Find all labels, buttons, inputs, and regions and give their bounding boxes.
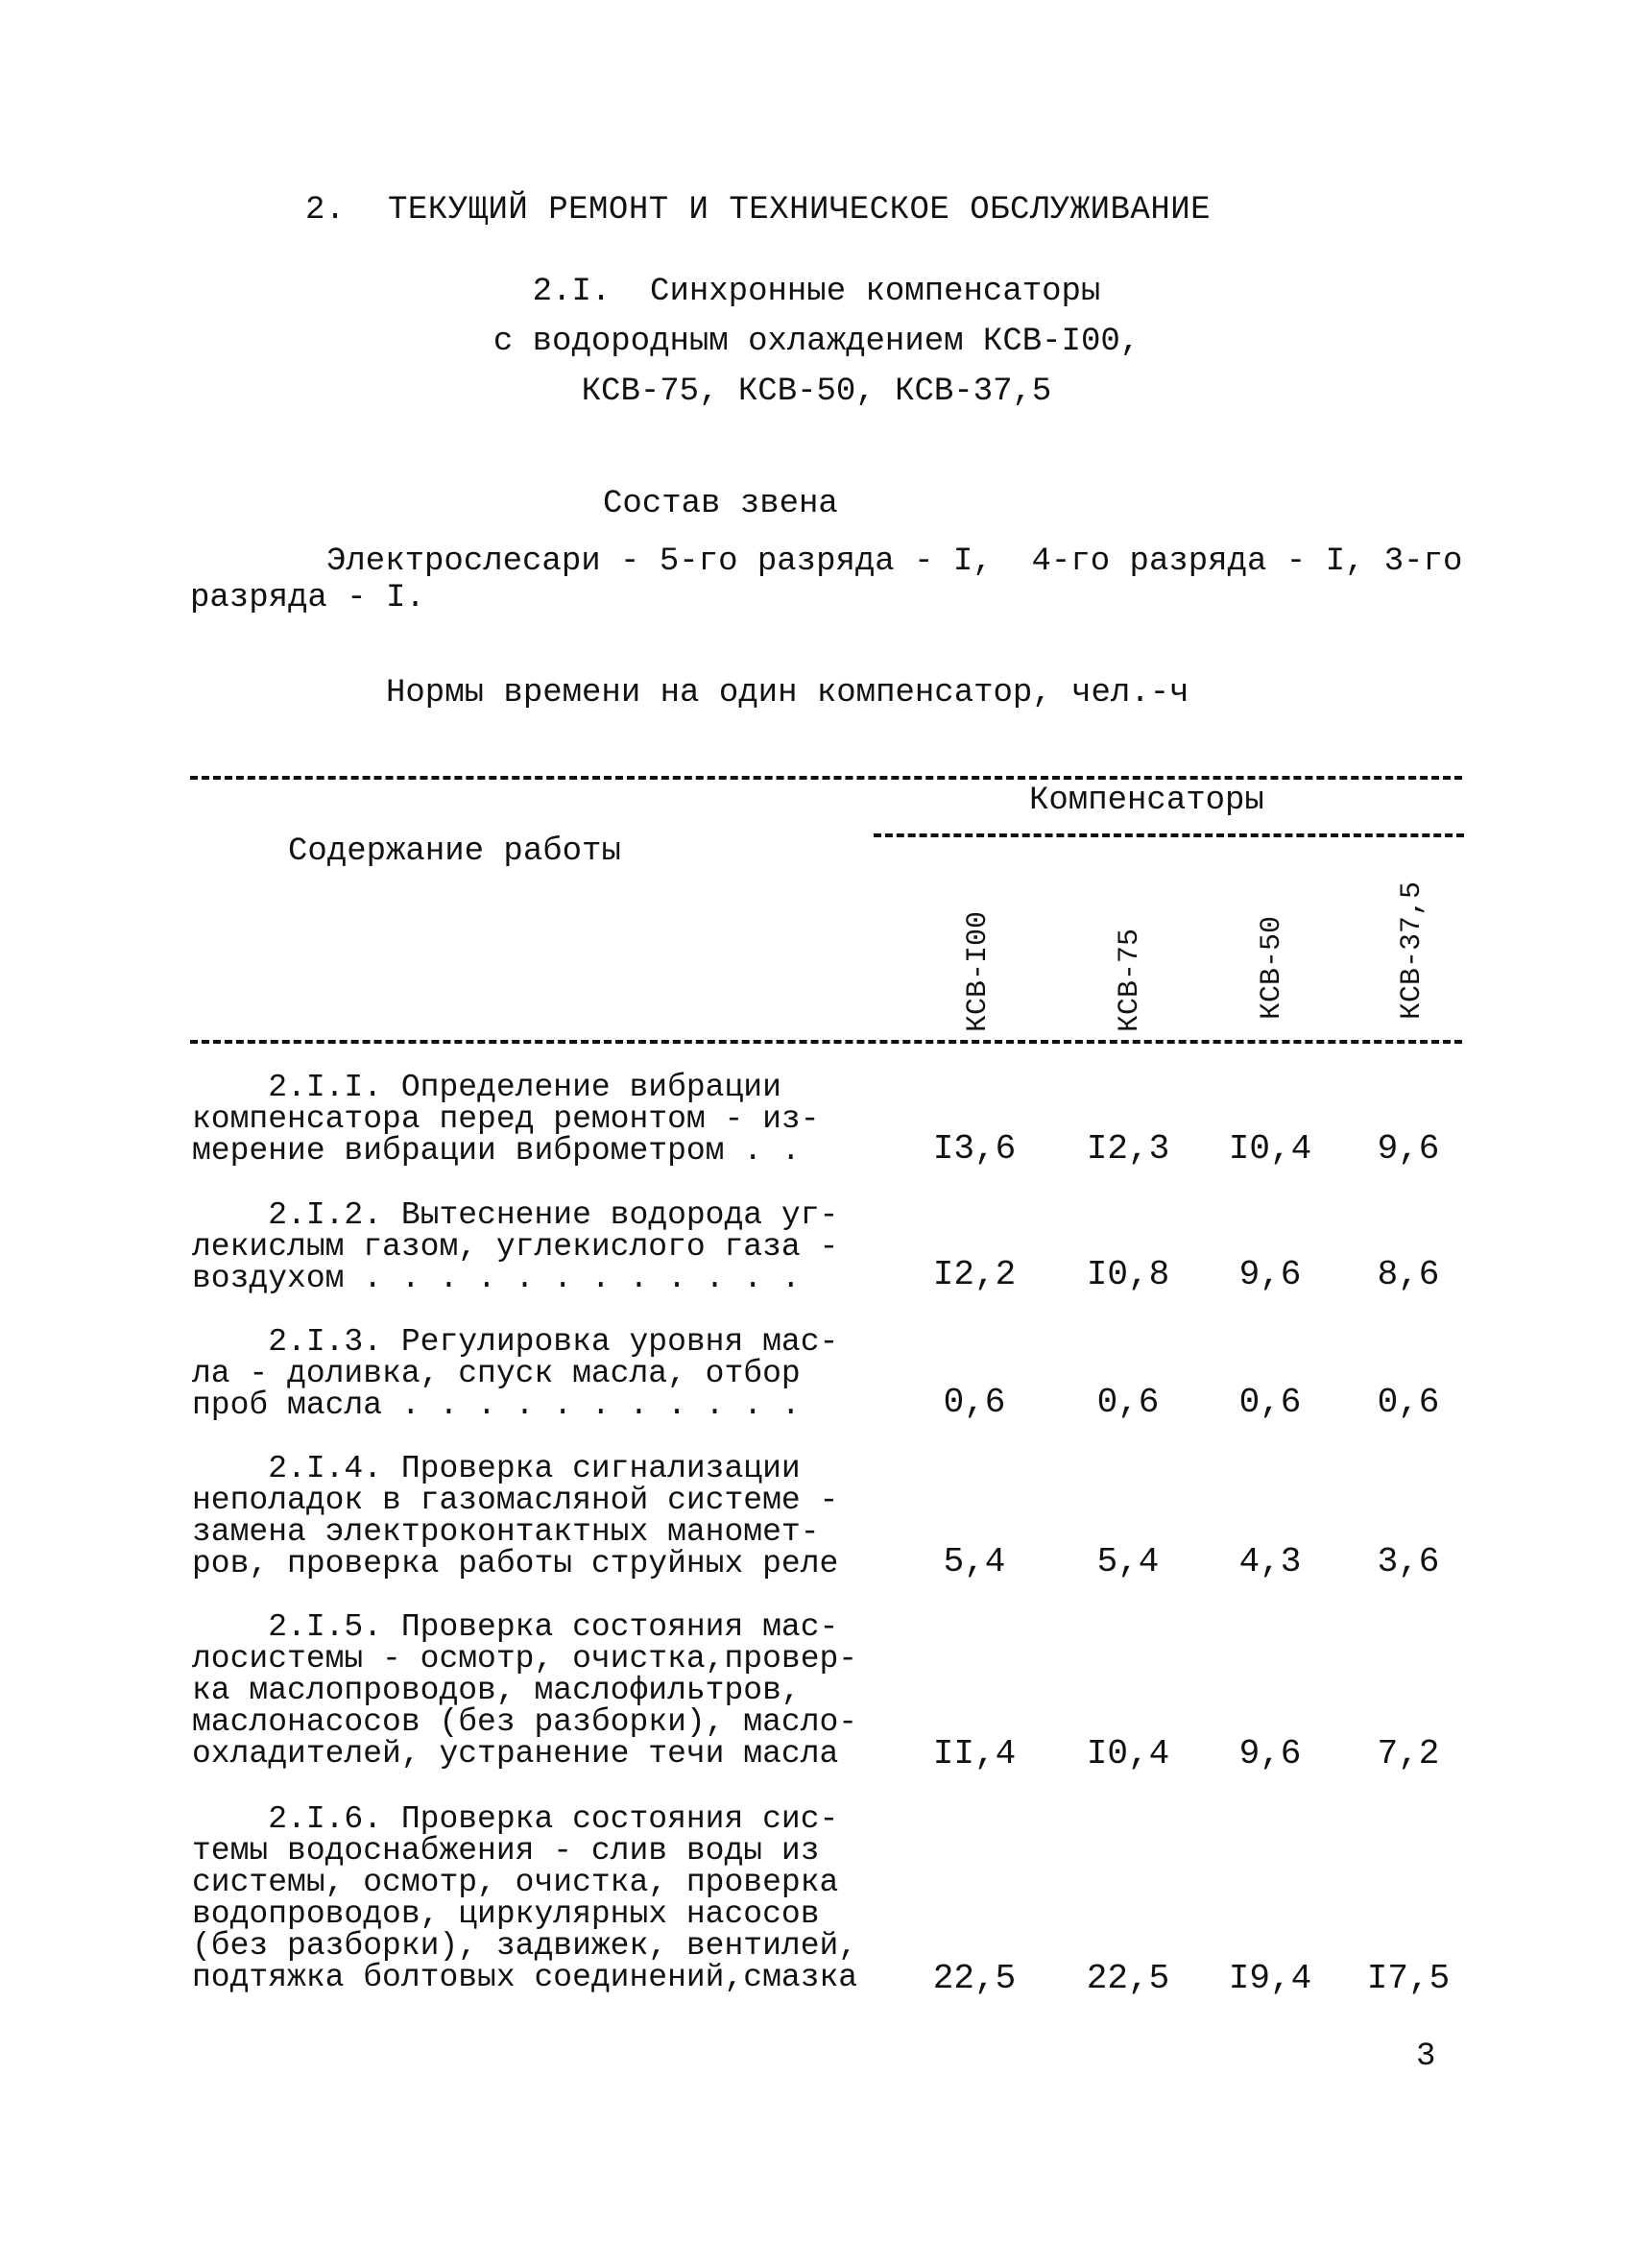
row-4-ksv-50: 4,3 (1238, 1542, 1302, 1581)
subsection-line-3: КСВ-75, КСВ-50, КСВ-37,5 (581, 374, 1052, 410)
row-1-ksv-75: I2,3 (1086, 1129, 1170, 1169)
norms-caption: Нормы времени на один компенсатор, чел.-ч (386, 675, 1189, 712)
row-5-line-5: охладителей, устранение течи масла (192, 1736, 839, 1772)
row-3-ksv-100: 0,6 (943, 1383, 1006, 1422)
row-5-ksv-75: I0,4 (1086, 1734, 1170, 1773)
row-2-line-3: воздухом . . . . . . . . . . . . (192, 1261, 801, 1296)
section-title: ТЕКУЩИЙ РЕМОНТ И ТЕХНИЧЕСКОЕ ОБСЛУЖИВАНИЕ (388, 192, 1212, 229)
row-5-ksv-100: II,4 (932, 1734, 1017, 1773)
row-4-ksv-37-5: 3,6 (1377, 1542, 1440, 1581)
row-1-line-2: компенсатора перед ремонтом - из- (192, 1101, 820, 1137)
row-6-line-2: темы водоснабжения - слив воды из (192, 1833, 820, 1869)
row-3-line-3: проб масла . . . . . . . . . . . (192, 1387, 801, 1423)
row-6-line-6: подтяжка болтовых соединений,смазка (192, 1960, 858, 1995)
group-header-rule (874, 833, 1464, 837)
row-5-line-3: ка маслопроводов, маслофильтров, (192, 1673, 801, 1708)
row-2-line-2: лекислым газом, углекислого газа - (192, 1229, 839, 1265)
page-number: 3 (1416, 2039, 1436, 2075)
row-2-ksv-50: 9,6 (1238, 1255, 1302, 1294)
row-5-line-2: лосистемы - осмотр, очистка,провер- (192, 1641, 858, 1677)
row-2-ksv-37-5: 8,6 (1377, 1255, 1440, 1294)
row-5-line-1: 2.I.5. Проверка состояния мас- (192, 1609, 839, 1645)
row-5-ksv-50: 9,6 (1238, 1734, 1302, 1773)
row-3-ksv-75: 0,6 (1096, 1383, 1160, 1422)
row-6-ksv-75: 22,5 (1086, 1959, 1170, 1998)
row-6-line-1: 2.I.6. Проверка состояния сис- (192, 1801, 839, 1837)
row-6-line-3: системы, осмотр, очистка, проверка (192, 1865, 839, 1900)
row-3-ksv-37-5: 0,6 (1377, 1383, 1440, 1422)
work-column-header: Содержание работы (288, 833, 621, 870)
column-header-ksv-37-5: КСВ-37,5 (1396, 881, 1429, 1020)
column-header-ksv-50: КСВ-50 (1256, 915, 1288, 1020)
section-number: 2. (305, 192, 346, 229)
row-4-ksv-100: 5,4 (943, 1542, 1006, 1581)
subsection-line-2: с водородным охлаждением КСВ-I00, (492, 324, 1141, 360)
row-1-ksv-37-5: 9,6 (1377, 1129, 1440, 1169)
row-4-line-3: замена электроконтактных маномет- (192, 1514, 820, 1550)
row-2-ksv-100: I2,2 (932, 1255, 1017, 1294)
row-5-ksv-37-5: 7,2 (1377, 1734, 1440, 1773)
row-3-ksv-50: 0,6 (1238, 1383, 1302, 1422)
row-2-ksv-75: I0,8 (1086, 1255, 1170, 1294)
subsection-line-1: 2.I. Синхронные компенсаторы (532, 274, 1101, 310)
row-3-line-1: 2.I.3. Регулировка уровня мас- (192, 1324, 839, 1360)
column-header-ksv-100: КСВ-I00 (962, 910, 995, 1032)
row-5-line-4: маслонасосов (без разборки), масло- (192, 1704, 858, 1740)
row-4-line-4: ров, проверка работы струйных реле (192, 1546, 839, 1581)
row-4-line-2: неполадок в газомасляной системе - (192, 1483, 839, 1518)
row-6-ksv-37-5: I7,5 (1366, 1959, 1451, 1998)
table-top-rule (190, 776, 1462, 780)
row-1-line-1: 2.I.I. Определение вибрации (192, 1070, 781, 1105)
row-3-line-2: ла - доливка, спуск масла, отбор (192, 1356, 801, 1391)
crew-line-1: Электрослесари - 5-го разряда - I, 4-го разряда - I, 3-го (326, 543, 1463, 580)
table-header-rule (190, 1040, 1462, 1044)
crew-heading: Состав звена (603, 486, 838, 522)
row-6-ksv-50: I9,4 (1228, 1959, 1312, 1998)
row-1-line-3: мерение вибрации виброметром . . (192, 1133, 801, 1169)
row-1-ksv-100: I3,6 (932, 1129, 1017, 1169)
row-4-ksv-75: 5,4 (1096, 1542, 1160, 1581)
column-header-ksv-75: КСВ-75 (1114, 928, 1146, 1032)
row-6-line-5: (без разборки), задвижек, вентилей, (192, 1928, 858, 1964)
row-1-ksv-50: I0,4 (1228, 1129, 1312, 1169)
row-6-line-4: водопроводов, циркулярных насосов (192, 1896, 820, 1932)
compensators-group-header: Компенсаторы (1029, 783, 1264, 819)
row-6-ksv-100: 22,5 (932, 1959, 1017, 1998)
crew-line-2: разряда - I. (190, 580, 425, 616)
row-4-line-1: 2.I.4. Проверка сигнализации (192, 1451, 801, 1486)
row-2-line-1: 2.I.2. Вытеснение водорода уг- (192, 1197, 839, 1233)
